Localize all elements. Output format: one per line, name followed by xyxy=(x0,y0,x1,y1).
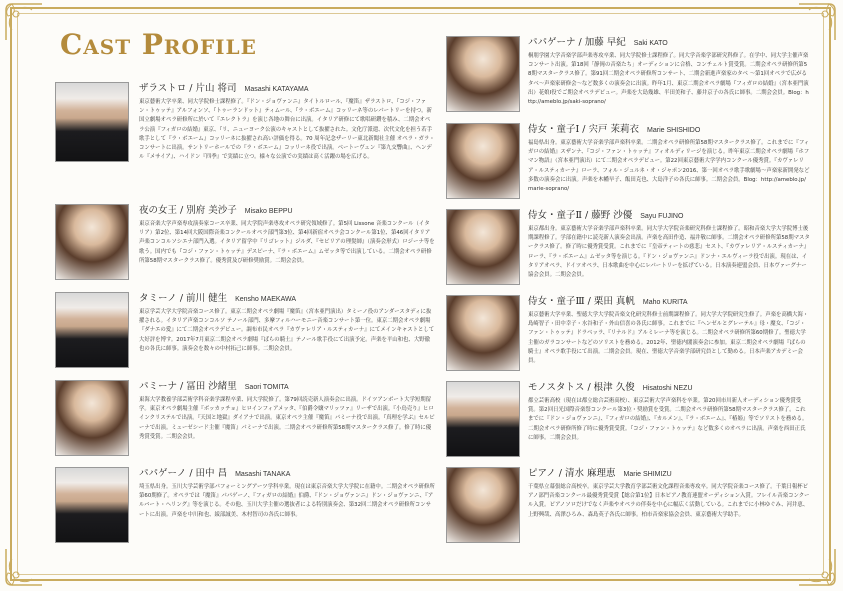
cast-name xyxy=(139,82,435,96)
cast-name xyxy=(528,467,810,481)
page-title: Cast Profile xyxy=(60,28,257,61)
corner-ornament-icon xyxy=(2,0,44,42)
cast-bio: 東京都出身。東京藝術大学音楽学部声楽科卒業。同大学大学院音楽研究科修士課程修了。昭和音楽大学大学院博士後期課程修了。学部在籍中に読売新人演奏会出演。声楽を高田作造、福井敬に師事。二期会オペラ研修所第58期マスタークラス修了。修了時に優秀賞受賞。これまでに『皇帝ティートの慈悲』セスト、『カヴァレリア・ルスティカーナ』ローラ、『ラ・ボエーム』ムゼッタ等を演じる。『ドン・ジョヴァンニ』ドンナ・エルヴィーラ役で出演。現在は、イタリアオペラ、ドイツオペラ、日本歌曲を中心にレパートリーを拡げている。日本演奏連盟会員、日本ヴァーグナー協会会員。二期会会員。 xyxy=(528,226,810,279)
cast-name xyxy=(528,381,810,395)
cast-name xyxy=(528,295,810,309)
cast-photo xyxy=(446,295,520,371)
cast-romaji: Saori TOMITA xyxy=(244,384,289,391)
cast-role-name: パパゲーノ / 田中 昌 xyxy=(139,468,228,479)
cast-photo xyxy=(55,467,129,543)
cast-photo xyxy=(446,209,520,285)
cast-name xyxy=(139,380,435,394)
cast-role-name: モノスタトス / 根津 久俊 xyxy=(528,382,635,393)
cast-role-name: パパゲーナ / 加藤 早紀 xyxy=(528,37,626,48)
cast-bio: 東京音楽大学声楽専攻演奏家コース卒業、同大学院声楽専攻オペラ研究領域修了。第5回 Lissone 音楽コンクール（イタリア）第2位、第14回大阪国際音楽コンクールオペラ部門第3位、第4回新宿オペラ会コンクール第1位、第46回イタリア声楽コンコルソシエナ部門入選。イタリア留学中『リゴレット』ジルダ、『セビリアの理髪師』（演奏会形式）ロジーナ等を歌う。国内でも『コジ・ファン・トゥッテ』デスピーナ、『ラ・ボエーム』ムゼッタ等で出演している。二期会オペラ研修所第58期マスタークラス修了。優秀賞及び研修奨励賞。二期会会員。 xyxy=(139,221,435,264)
cast-role-name: 侍女・童子Ⅰ / 宍戸 茉莉衣 xyxy=(528,124,640,135)
cast-role-name: 夜の女王 / 別府 美沙子 xyxy=(139,205,237,216)
cast-photo xyxy=(55,292,129,368)
cast-photo xyxy=(55,380,129,456)
cast-name xyxy=(528,209,810,223)
cast-romaji: Maho KURITA xyxy=(642,299,688,306)
cast-role-name: ザラストロ / 片山 将司 xyxy=(139,83,237,94)
cast-photo xyxy=(446,467,520,543)
cast-romaji: Hisatoshi NEZU xyxy=(642,385,693,392)
cast-bio: 東京学芸大学大学院音楽コース修了。東京二期会オペラ劇場『魔笛』（宮本亜門演出）タミーノ役のアンダースタディに抜擢される。イタリア声楽コンコルソ テノール部門、多摩フィルハーモニー音楽コンサート第一位。東京二期会オペラ劇場『ダナエの愛』にて二期会オペラデビュー。調布市民オペラ『カヴァレリア・ルスティカーナ』にてメインキャストとして大好評を博す。2017年7月東京二期会オペラ劇場『ばらの騎士』テノール歌手役にて出演予定。声楽を平山和也、大野徹也の各氏に師事。演奏会を数々の中村拓己に師事。二期会会員。 xyxy=(139,309,435,352)
cast-romaji: Saki KATO xyxy=(633,40,668,47)
cast-romaji: Misako BEPPU xyxy=(244,208,293,215)
corner-ornament-icon xyxy=(2,547,44,589)
cast-bio: 埼玉県出身。玉川大学芸術学部パフォーミングアーツ学科卒業。現在は東京音楽大学大学院に在籍中。二期会オペラ研修所第60期修了。オペラでは『魔笛』パパゲーノ、『フィガロの結婚』伯爵、『ドン・ジョヴァンニ』ドン・ジョヴァンニ、『アルバート・ヘリング』等を演じる。その他、玉川大学主催の選抜者による特別演奏会、第32回二期会オペラ研修所コンサートに出演。声楽を中川和也、綾部誠美、木村智司の各氏に師事。 xyxy=(139,484,435,518)
cast-role-name: 侍女・童子Ⅲ / 栗田 真帆 xyxy=(528,296,635,307)
cast-romaji: Marie SHIMIZU xyxy=(623,471,672,478)
cast-photo xyxy=(446,36,520,112)
cast-romaji: Sayu FUJINO xyxy=(640,213,684,220)
corner-ornament-icon xyxy=(797,547,839,589)
cast-name xyxy=(139,292,435,306)
cast-bio: 福島県出身。東京藝術大学音楽学部声楽科卒業。二期会オペラ研修所第58期マスタークラス修了。これまでに『フィガロの結婚』スザンナ、『コジ・ファン・トゥッテ』フィオルディリージを演じる。昨年東京二期会オペラ劇場『ホフマン物語』（宮本亜門演出）にて二期会オペラデビュー。第22回東京藝術大学学内コンクール優秀賞。『カヴァレリア・ルスティカーナ』ローラ、フォル・ジュルネ・オ・ジャポン2016、第一回オペラ歌手歌劇場〜声楽家新開発など多数の演奏会に出演。声楽を木幡早子、飯田克也、大島洋子の各氏に師事。二期会会員。Blog：http://ameblo.jp/marie-soprano/ xyxy=(528,140,810,193)
cast-bio: 東京藝術大学卒業、聖徳大学大学院音楽文化研究科修士前期課程修了。同大学大学院研究生修了。声楽を高橋大海・島崎智子・田中幸子・水谷和子・外山信喜の各氏に師事。これまでに『ヘンゼルとグレーテル』母・魔女、『コジ・ファン・トゥッテ』ドラベッラ、『リナルド』アルミレーナ等を演じる。二期会オペラ研修所第60期修了。聖徳大学主催のガラコンサートなどのソリストを務める。2012年、聖徳内閣演奏会に参加。東京二期会オペラ劇場『ばらの騎士』オペラ歌手役にて出演。二期会会員。現在、聖徳大学音楽学部研究員として勤める。日本声楽アカデミー会員。 xyxy=(528,312,809,365)
cast-romaji: Kensho MAEKAWA xyxy=(235,296,297,303)
cast-role-name: ピアノ / 清水 麻理恵 xyxy=(528,468,616,479)
cast-romaji: Marie SHISHIDO xyxy=(647,127,701,134)
cast-bio: 都立芸術高校（現在は都立総合芸術高校）、東京芸術大学声楽科を卒業。第20回市川新人オーディション優秀賞受賞。第2回日光国際音楽祭コンクール第3位・奨励賞を受賞。二期会オペラ研修所第58期マスタークラス修了。これまでに『ドン・ジョヴァンニ』、『フィガロの結婚』、『カルメン』、『ラ・ボエーム』、『椿姫』等でソリストを務める。二期会オペラ研修所修了時に優秀賞受賞。『コジ・ファン・トゥッテ』など数多くのオペラに出演。声楽を西田正氏に師事。二期会会員。 xyxy=(528,398,808,441)
cast-bio: 桐朋学園大学音楽学部声楽専攻卒業、同大学院修士課程修了。同大学音楽学部研究科修了。在学中、同大学主催声楽コンサート出演。第18回「静岡の音楽たち」オーディションに合格、コンチェルト賞受賞。二期会オペラ研修所第58期マスタークラス修了。第91回二期会オペラ研修所コンサート、二期会新進声楽家のタベ 〜第1回オペラで広がるタベ〜声楽家研修会〜など数多くの演奏会に出演。昨年1月、東京二期会オペラ劇場『フィガロの結婚』（宮本亜門演出）花娘Ⅰ役でご期会オペラデビュー。声楽を大島幾雄、半田美和子、藤井京子の各氏に師事。二期会会員。Blog：http://ameblo.jp/saki-soprano/ xyxy=(528,53,809,106)
cast-bio: 千葉県立幕張総合高校卒。東京学芸大学教育学部芸術文化課程音楽専攻卒。同大学院音楽コース修了。千葉日報杯ピアノ部門音楽コンクール最優秀賞受賞【総合第1位】日本ピアノ教育連盟オーディション入賞。フレイル音楽コンクール入賞。ピアノソロだけでなく声楽やオペラの伴奏を中心に幅広く活動している。これまでに小林ゆぐみ、河井恵、上野興哉、高澤ひろみ、森島英子各氏に師事。柏市音楽家協会会員、東京藝術大学助手。 xyxy=(528,484,810,518)
cast-bio: 東海大学教養学部芸術学科音楽学課程卒業、同大学院修了。第79回読売新人演奏会に出演。ドイツアンボート大学短期留学。東京オペラ劇場主催『ボッカッチョ』ヒロインフィアメッタ、『伯爵令嬢マリッツァ』リーザで出演。『小鳥売り』ヒロインクリステルで出演。『天国と地獄』ダイアナで出演。東京オペラ主催『魔笛』パミーナ役で出演。『真理を学ぶ』セルビーナで出演。ミューゼシード主催『魔笛』パミーナで出演。二期会オペラ研修所第58期マスタークラス修了。修了時に優秀賞受賞。二期会会員。 xyxy=(139,397,435,440)
cast-romaji: Masashi KATAYAMA xyxy=(244,86,309,93)
cast-role-name: パミーナ / 冨田 沙緒里 xyxy=(139,381,237,392)
cast-name xyxy=(139,204,435,218)
cast-name xyxy=(139,467,435,481)
cast-role-name: タミーノ / 前川 健生 xyxy=(139,293,228,304)
cast-photo xyxy=(55,82,129,162)
cast-photo xyxy=(446,381,520,457)
cast-bio: 東京藝術大学卒業、同大学院修士課程修了。『ドン・ジョヴァンニ』タイトルロール、『魔笛』ザラストロ、『コジ・ファン・トゥッテ』アルフォンソ、『トゥーランドット』ティムール、『ラ・ボエーム』コッリーネ等のレパートリーを持つ。新国立劇場オペラ研修所に於いて『エレクトラ』を演じ各地の舞台に出演。イタリア研修にて歌唱研鑽を積み、二期会オペラ公演『フィガロの結婚』東京、『リ、ニューヨーク公演のキャストとして抜擢された。文化庁派遣、次代文化を担う若手歌手として『ラ・ボエーム』コッリーネに抜擢され高い評価を得る。70 周年記念ザーリー東北新聞社主催 オペラ・ガラ・コンサートに出演。サントリーホールでの『ラ・ボエーム』コッリーネ役で出演。ベートーヴェン『第九交響曲』、ヘンデル『メサイア』、ハイドン『四季』で実績に立つ。様々な公演での実績は高く活躍の場を広げる。 xyxy=(139,99,435,161)
cast-name xyxy=(528,123,810,137)
cast-photo xyxy=(55,204,129,280)
cast-role-name: 侍女・童子Ⅱ / 藤野 沙優 xyxy=(528,210,633,221)
cast-romaji: Masashi TANAKA xyxy=(235,471,291,478)
cast-photo xyxy=(446,123,520,199)
cast-name xyxy=(528,36,810,50)
